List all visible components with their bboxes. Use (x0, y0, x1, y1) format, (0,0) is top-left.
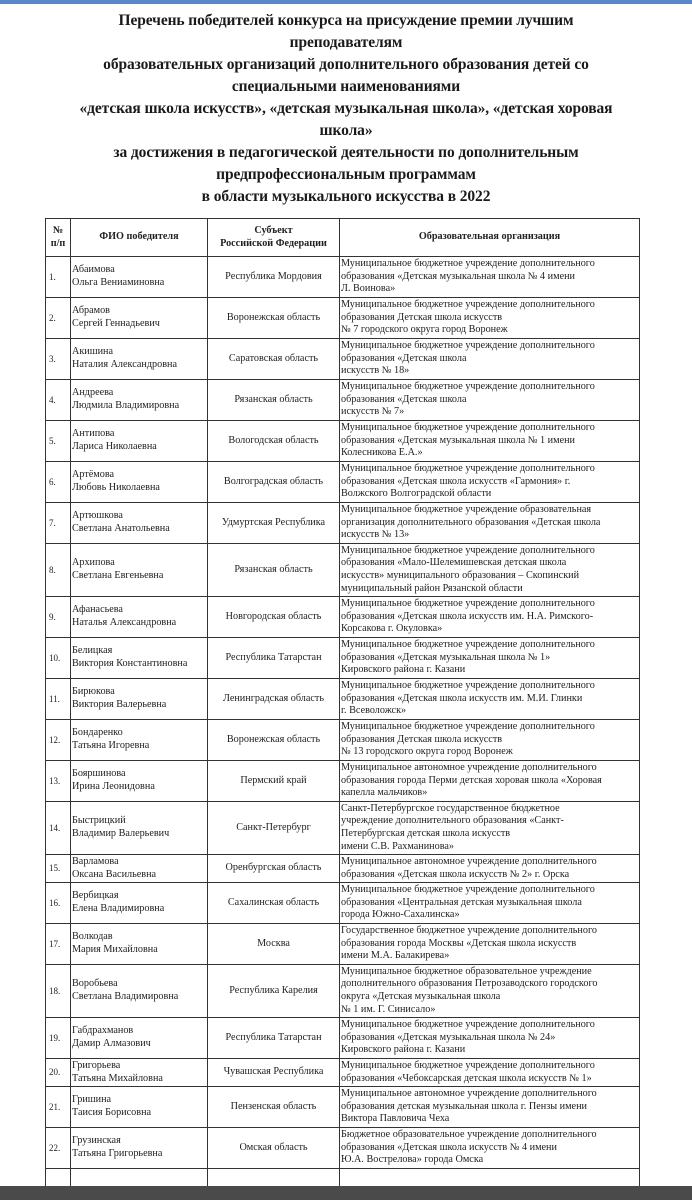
organization-line: Муниципальное бюджетное учреждение образовательная (341, 503, 592, 515)
organization-line: города Южно-Сахалинска» (341, 909, 460, 921)
organization-line: капелла мальчиков» (341, 787, 428, 799)
region: Пермский край (208, 761, 340, 802)
winner-name (71, 298, 208, 339)
winner-name (71, 638, 208, 679)
table-row (46, 802, 640, 855)
organization-line: г. Всеволожск» (341, 705, 407, 717)
winner-name (71, 924, 208, 965)
given-names: Сергей Геннадьевич (72, 318, 160, 329)
header-org: Образовательная организация (340, 219, 640, 257)
organization-line: Муниципальное бюджетное учреждение дополнительного (341, 1018, 595, 1030)
row-number: 4. (46, 380, 71, 421)
organization-line: образования «Мало-Шелемишевская детская школа (341, 557, 567, 569)
organization (340, 855, 640, 883)
winner-name (71, 679, 208, 720)
organization (340, 802, 640, 855)
table-body (46, 257, 640, 1199)
organization-line: образования «Детская школа искусств «Гармония» г. (341, 475, 571, 487)
organization-line: Муниципальное бюджетное учреждение дополнительного (341, 339, 595, 351)
top-accent-bar (0, 0, 692, 4)
organization-line: Муниципальное бюджетное учреждение дополнительного (341, 380, 595, 392)
organization-line: муниципальный район Рязанской области (341, 582, 523, 594)
surname: Вербицкая (72, 890, 119, 902)
organization-line: образования «Детская школа искусств № 4 имени (341, 1141, 557, 1153)
organization-line: Муниципальное бюджетное учреждение дополнительного (341, 462, 595, 474)
table-row (46, 1087, 640, 1128)
organization-line: Муниципальное автономное учреждение дополнительного (341, 1087, 597, 1099)
surname: Абаимова (72, 264, 115, 276)
bottom-overlay-bar (0, 1186, 692, 1200)
organization (340, 924, 640, 965)
given-names: Виктория Валерьевна (72, 699, 167, 710)
organization-line: имени М.А. Балакирева» (341, 950, 450, 962)
row-number: 18. (46, 965, 71, 1018)
organization (340, 298, 640, 339)
winner-name (71, 1059, 208, 1087)
organization-line: Муниципальное бюджетное учреждение дополнительного (341, 257, 595, 269)
organization-line: Муниципальное бюджетное учреждение дополнительного (341, 544, 595, 556)
organization-line: Кировского района г. Казани (341, 1044, 466, 1056)
given-names: Лариса Николаевна (72, 441, 157, 452)
surname: Андреева (72, 387, 114, 399)
given-names: Виктория Константиновна (72, 658, 188, 669)
organization-line: образования «Детская школа искусств № 2» г. Орска (341, 868, 570, 880)
organization-line: Муниципальное автономное учреждение дополнительного (341, 855, 597, 867)
organization (340, 720, 640, 761)
winner-name (71, 1018, 208, 1059)
title-line: школа» (319, 122, 373, 139)
title-line: «детская школа искусств», «детская музыкальная школа», «детская хоровая (79, 100, 613, 117)
row-number: 17. (46, 924, 71, 965)
winner-name (71, 965, 208, 1018)
organization (340, 257, 640, 298)
region: Вологодская область (208, 421, 340, 462)
document-title (40, 10, 652, 208)
table-row (46, 720, 640, 761)
surname: Бояршинова (72, 768, 126, 780)
given-names: Таисия Борисовна (72, 1107, 152, 1118)
region: Удмуртская Республика (208, 503, 340, 544)
organization (340, 1018, 640, 1059)
row-number: 8. (46, 544, 71, 597)
organization-line: образования «Детская музыкальная школа № 4 имени (341, 270, 575, 282)
row-number: 14. (46, 802, 71, 855)
row-number: 21. (46, 1087, 71, 1128)
winner-name (71, 339, 208, 380)
title-line: Перечень победителей конкурса на присуждение премии лучшим (118, 12, 574, 29)
winner-name (71, 257, 208, 298)
surname: Гришина (72, 1094, 112, 1106)
organization-line: Корсакова г. Окуловка» (341, 623, 443, 635)
row-number: 3. (46, 339, 71, 380)
title-line: преподавателям (289, 34, 403, 51)
winner-name (71, 855, 208, 883)
winner-name (71, 1087, 208, 1128)
region: Волгоградская область (208, 462, 340, 503)
row-number: 15. (46, 855, 71, 883)
organization-line: имени С.В. Рахманинова» (341, 840, 455, 852)
organization-line: Муниципальное бюджетное учреждение дополнительного (341, 720, 595, 732)
table-row (46, 965, 640, 1018)
row-number: 5. (46, 421, 71, 462)
winner-name (71, 1128, 208, 1169)
table-row (46, 638, 640, 679)
row-number: 16. (46, 883, 71, 924)
organization (340, 421, 640, 462)
organization-line: образования города Перми детская хоровая школа «Хоровая (341, 774, 602, 786)
organization-line: Муниципальное бюджетное учреждение дополнительного (341, 597, 595, 609)
organization-line: Кировского района г. Казани (341, 664, 466, 676)
region: Оренбургская область (208, 855, 340, 883)
row-number: 9. (46, 597, 71, 638)
organization-line: искусств» муниципального образования – Скопинский (341, 570, 580, 581)
surname: Габдрахманов (72, 1025, 134, 1037)
given-names: Наталья Александровна (72, 617, 177, 628)
row-number: 7. (46, 503, 71, 544)
surname: Волкодав (72, 931, 113, 943)
region: Омская область (208, 1128, 340, 1169)
organization (340, 638, 640, 679)
row-number: 19. (46, 1018, 71, 1059)
region: Санкт-Петербург (208, 802, 340, 855)
region: Саратовская область (208, 339, 340, 380)
organization (340, 339, 640, 380)
organization-line: искусств № 18» (341, 365, 410, 377)
surname: Варламова (72, 855, 119, 867)
organization-line: образования «Детская школа (341, 393, 467, 405)
surname: Артюшкова (72, 510, 123, 522)
surname: Быстрицкий (72, 815, 126, 827)
organization-line: Муниципальное бюджетное учреждение дополнительного (341, 883, 595, 895)
organization (340, 1059, 640, 1087)
organization-line: Петербургская детская школа искусств (341, 828, 511, 839)
table-header-row (46, 219, 640, 257)
region: Республика Татарстан (208, 638, 340, 679)
organization-line: Колесникова Е.А.» (341, 447, 423, 459)
organization (340, 503, 640, 544)
organization-line: Муниципальное бюджетное учреждение дополнительного (341, 298, 595, 310)
organization (340, 679, 640, 720)
organization-line: Муниципальное бюджетное учреждение дополнительного (341, 1059, 595, 1071)
table-row (46, 257, 640, 298)
region: Чувашская Республика (208, 1059, 340, 1087)
row-number: 11. (46, 679, 71, 720)
organization (340, 965, 640, 1018)
table-row (46, 1128, 640, 1169)
organization-line: образования «Центральная детская музыкальная школа (341, 896, 582, 908)
row-number: 2. (46, 298, 71, 339)
title-line: специальными наименованиями (231, 78, 461, 95)
organization-line: образования «Чебоксарская детская школа искусств № 1» (341, 1072, 592, 1084)
winner-name (71, 544, 208, 597)
winner-name (71, 883, 208, 924)
winner-name (71, 720, 208, 761)
organization (340, 1128, 640, 1169)
organization-line: искусств № 13» (341, 529, 410, 541)
organization-line: Муниципальное бюджетное учреждение дополнительного (341, 421, 595, 433)
table-row (46, 679, 640, 720)
winners-table (45, 218, 640, 1199)
organization (340, 380, 640, 421)
surname: Бирюкова (72, 686, 115, 698)
organization-line: № 13 городского округа город Воронеж (341, 746, 513, 758)
organization-line: Государственное бюджетное учреждение дополнительного (341, 924, 597, 936)
region: Рязанская область (208, 544, 340, 597)
given-names: Владимир Валерьевич (72, 828, 170, 839)
organization-line: организация дополнительного образования «Детская школа (341, 516, 601, 528)
given-names: Татьяна Михайловна (72, 1072, 163, 1084)
organization-line: образования «Детская школа искусств им. Н.А. Римского- (341, 610, 594, 622)
header-name: ФИО победителя (71, 219, 208, 257)
table-row (46, 421, 640, 462)
organization-line: образования Детская школа искусств (341, 733, 503, 745)
title-line: предпрофессиональным программам (216, 166, 476, 183)
table-row (46, 544, 640, 597)
organization-line: образования «Детская музыкальная школа № 1 имени (341, 434, 575, 446)
surname: Артёмова (72, 469, 115, 481)
given-names: Елена Владимировна (72, 903, 165, 914)
organization-line: образования «Детская школа (341, 352, 467, 364)
region: Воронежская область (208, 298, 340, 339)
row-number: 20. (46, 1059, 71, 1087)
table-row (46, 597, 640, 638)
table-row (46, 761, 640, 802)
region: Республика Татарстан (208, 1018, 340, 1059)
organization (340, 1087, 640, 1128)
organization-line: Муниципальное бюджетное учреждение дополнительного (341, 679, 595, 691)
organization-line: № 1 им. Г. Синисало» (341, 1003, 436, 1015)
given-names: Людмила Владимировна (72, 400, 180, 411)
surname: Грузинская (72, 1135, 121, 1147)
given-names: Наталия Александровна (72, 359, 178, 370)
organization (340, 597, 640, 638)
organization-line: Виктора Павловича Чеха (341, 1113, 450, 1125)
organization-line: образования города Москвы «Детская школа искусств (341, 937, 577, 949)
surname: Антипова (72, 428, 115, 440)
row-number: 13. (46, 761, 71, 802)
surname: Акишина (72, 346, 114, 358)
surname: Воробьева (72, 978, 118, 990)
given-names: Любовь Николаевна (72, 482, 160, 493)
table-row (46, 462, 640, 503)
winner-name (71, 503, 208, 544)
winner-name (71, 380, 208, 421)
row-number: 6. (46, 462, 71, 503)
region: Республика Мордовия (208, 257, 340, 298)
given-names: Татьяна Игоревна (72, 740, 150, 751)
table-row (46, 380, 640, 421)
winner-name (71, 597, 208, 638)
given-names: Оксана Васильевна (72, 868, 157, 880)
surname: Белицкая (72, 645, 113, 657)
organization (340, 883, 640, 924)
organization-line: Муниципальное бюджетное образовательное учреждение (341, 965, 592, 977)
given-names: Светлана Владимировна (72, 991, 179, 1002)
header-num: № п/п (46, 219, 71, 257)
row-number: 10. (46, 638, 71, 679)
organization (340, 761, 640, 802)
organization-line: образования детская музыкальная школа г. Пензы имени (341, 1100, 587, 1112)
given-names: Светлана Евгеньевна (72, 570, 164, 581)
given-names: Ольга Вениаминовна (72, 277, 165, 288)
table-row (46, 503, 640, 544)
organization-line: Муниципальное автономное учреждение дополнительного (341, 761, 597, 773)
table-row (46, 924, 640, 965)
surname: Бондаренко (72, 727, 123, 739)
surname: Архипова (72, 557, 115, 569)
region: Республика Карелия (208, 965, 340, 1018)
surname: Григорьева (72, 1059, 121, 1071)
winner-name (71, 802, 208, 855)
organization-line: образования Детская школа искусств (341, 311, 503, 323)
surname: Афанасьева (72, 604, 123, 616)
organization-line: № 7 городского округа город Воронеж (341, 324, 508, 336)
region: Новгородская область (208, 597, 340, 638)
header-region: Субъект Российской Федерации (208, 219, 340, 257)
organization-line: Волжского Волгоградской области (341, 488, 492, 500)
organization-line: учреждение дополнительного образования «Санкт- (341, 815, 564, 827)
region: Пензенская область (208, 1087, 340, 1128)
region: Ленинградская область (208, 679, 340, 720)
title-line: образовательных организаций дополнительного образования детей со (103, 56, 589, 73)
region: Москва (208, 924, 340, 965)
organization-line: Муниципальное бюджетное учреждение дополнительного (341, 638, 595, 650)
table-row (46, 1059, 640, 1087)
organization-line: дополнительного образования Петрозаводского городского (341, 978, 598, 990)
organization-line: искусств № 7» (341, 406, 405, 418)
surname: Абрамов (72, 305, 110, 317)
title-line: за достижения в педагогической деятельности по дополнительным (113, 144, 579, 161)
region: Рязанская область (208, 380, 340, 421)
given-names: Татьяна Григорьевна (72, 1148, 163, 1159)
table-row (46, 1018, 640, 1059)
organization-line: Ю.А. Вострелова» города Омска (341, 1154, 484, 1166)
table-row (46, 883, 640, 924)
region: Сахалинская область (208, 883, 340, 924)
given-names: Светлана Анатольевна (72, 523, 170, 534)
organization-line: образования «Детская музыкальная школа № 1» (341, 651, 551, 663)
row-number: 22. (46, 1128, 71, 1169)
row-number: 12. (46, 720, 71, 761)
organization-line: Бюджетное образовательное учреждение дополнительного (341, 1128, 597, 1140)
organization-line: образования «Детская музыкальная школа № 24» (341, 1031, 556, 1043)
given-names: Дамир Алмазович (72, 1038, 151, 1049)
table-row (46, 298, 640, 339)
table-row (46, 339, 640, 380)
given-names: Ирина Леонидовна (72, 781, 155, 792)
table-row (46, 855, 640, 883)
organization-line: округа «Детская музыкальная школа (341, 991, 501, 1002)
organization-line: Л. Воинова» (341, 283, 396, 295)
organization-line: Санкт-Петербургское государственное бюджетное (341, 802, 560, 814)
winner-name (71, 761, 208, 802)
row-number: 1. (46, 257, 71, 298)
winner-name (71, 462, 208, 503)
title-line: в области музыкального искусства в 2022 (201, 188, 491, 205)
winner-name (71, 421, 208, 462)
region: Воронежская область (208, 720, 340, 761)
given-names: Мария Михайловна (72, 944, 158, 955)
organization-line: образования «Детская школа искусств им. М.И. Глинки (341, 692, 583, 704)
organization (340, 462, 640, 503)
organization (340, 544, 640, 597)
